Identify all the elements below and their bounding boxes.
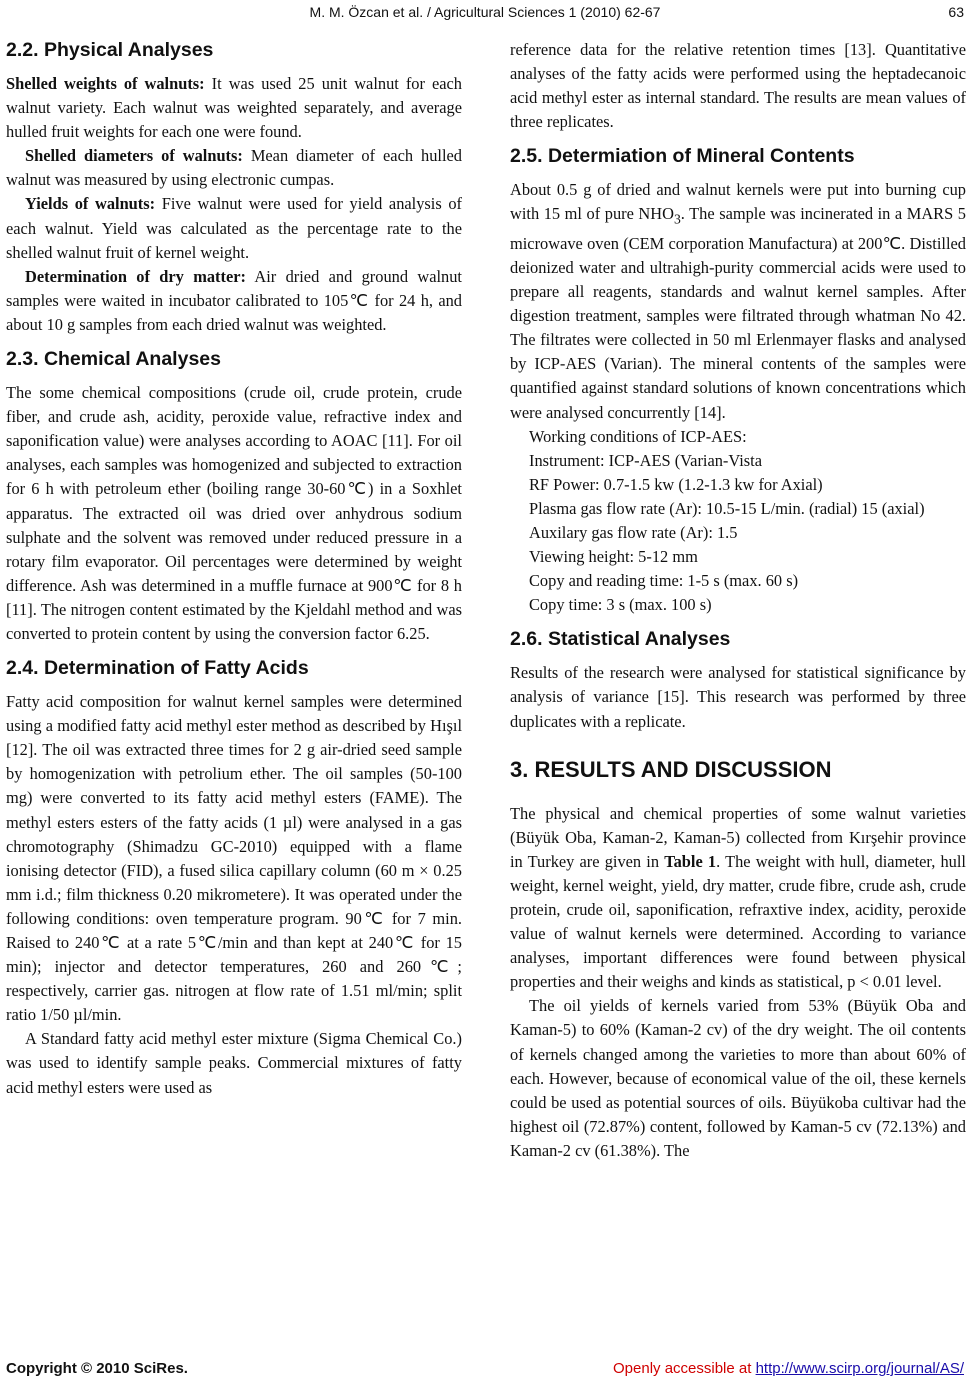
paragraph-dry-matter: Determination of dry matter: Air dried and ground walnut samples were waited in incubator calibrated to 105℃ for 24 h, and about 10 g samples from each dried walnut was weighted. <box>6 266 462 334</box>
section-heading-chemical-analyses: 2.3. Chemical Analyses <box>6 348 221 371</box>
icp-condition-line: Copy and reading time: 1-5 s (max. 60 s) <box>529 571 799 591</box>
paragraph-oil-yields: The oil yields of kernels varied from 53% (Büyük Oba and Kaman-5) to 60% (Kaman-2 cv) of the dry weight. The oil contents of kernels changed among the varieties to more than about 60% of each. However, because of economical value of the oil, these kernels could be used as potential sources of oils. Büyükoba cultivar had the highest oil (72.87%) content, followed by Kaman-5 cv (72.13%) and Kaman-2 cv (61.38%). The <box>510 996 966 1160</box>
icp-condition-line: Instrument: ICP-AES (Varian-Vista <box>529 450 762 470</box>
open-access-notice: Openly accessible at http://www.scirp.org/journal/AS/ <box>613 1360 964 1377</box>
section-heading-mineral-contents: 2.5. Determiation of Mineral Contents <box>510 145 855 168</box>
paragraph-mineral: About 0.5 g of dried and walnut kernels were put into burning cup with 15 ml of pure $NHO_3$. The sample was incinerated in a MARS 5 microwave oven (CEM corporation Manufactura) at 200℃. Distilled deionized water and ultrahigh-purity commercial acids were used to prepare all reagents, standards and walnut kernel samples. After digestion treatment, samples were filtrated through whatman No 42. The filtrates were collected in 50 ml Erlenmayer flasks and analysed by ICP-AES (Varian). The mineral contents of the samples were quantified against standard solutions of known concentrations which were analysed concurrently [14]. <box>510 180 966 422</box>
icp-condition-line: Plasma gas flow rate (Ar): 10.5-15 L/min. (radial) 15 (axial) <box>529 498 925 518</box>
paragraph-chemical: The some chemical compositions (crude oil, crude protein, crude fiber, and crude ash, acidity, peroxide value, refractive index and saponification value) were analyses according to AOAC [11]. For oil analyses, each samples was homogenized and subjected to extraction for 6 h with petroleum ether (boiling range 30-60℃) in a Soxhlet apparatus. The extracted oil was dried over anhydrous sodium sulphate and the solvent was removed under reduced pressure in a rotary film evaporator. Oil percentages were determined by weight difference. Ash was determined in a muffle furnace at 900℃ for 8 h [11]. The nitrogen content estimated by the Kjeldahl method and was converted to protein content by using the conversion factor 6.25. <box>6 383 462 643</box>
paragraph-fatty-acids: Fatty acid composition for walnut kernel samples were determined using a modified fatty acid methyl ester method as described by Hışıl [12]. The oil was extracted three times for 2 g air-dried seed sample by homogenization with petrolium ether. The oil samples (50-100 mg) were converted to its fatty acid methyl esters (FAME). The methyl esters esters of the fatty acids (1 µl) were analysed in a gas chromotography (Shimadzu GC-2010) equipped with a flame ionising detector (FID), a fused silica capillary column (60 m × 0.25 mm i.d.; film thickness 0.20 mikrometere). It was operated under the following conditions: oven temperature program. 90℃ for 7 min. Raised to 240℃ at a rate 5℃/min and than kept at 240℃ for 15 min); injector and detector temperatures, 260 and 260℃; respectively, carrier gas. nitrogen at flow rate of 1.51 ml/min; split ratio 1/50 µl/min. <box>6 692 462 1025</box>
run-in-heading: Yields of walnuts: <box>25 194 156 214</box>
icp-condition-line: RF Power: 0.7-1.5 kw (1.2-1.3 kw for Axial) <box>529 474 823 494</box>
icp-condition-line: Working conditions of ICP-AES: <box>529 426 747 446</box>
run-in-heading: Shelled diameters of walnuts: <box>25 146 243 166</box>
running-title: M. M. Özcan et al. / Agricultural Sciences 1 (2010) 62-67 <box>309 4 661 20</box>
right-column <box>510 38 966 1163</box>
paragraph-retention-times: reference data for the relative retention times [13]. Quantitative analyses of the fatty acids were performed using the heptadecanoic acid methyl ester as internal standard. The results are mean values of three replicates. <box>510 40 966 132</box>
paragraph-results: The physical and chemical properties of some walnut varieties (Büyük Oba, Kaman-2, Kaman-5) collected from Kırşehir province in Turkey are given in Table 1. The weight with hull, diameter, hull weight, kernel weight, yield, dry matter, crude fibre, crude ash, crude protein, crude oil, saponification, refraxtive index, acidity, peroxide value of walnut kernels were determined. According to variance analyses, important differences were found between physical properties and their weighs and kinds as statistical, p < 0.01 level. <box>510 803 966 992</box>
paragraph-statistics: Results of the research were analysed for statistical significance by analysis of variance [15]. This research was performed by three duplicates with a replicate. <box>510 663 966 731</box>
journal-link[interactable]: http://www.scirp.org/journal/AS/ <box>755 1360 964 1377</box>
section-heading-fatty-acids: 2.4. Determination of Fatty Acids <box>6 657 309 680</box>
icp-condition-line: Copy time: 3 s (max. 100 s) <box>529 595 712 615</box>
icp-condition-line: Viewing height: 5-12 mm <box>529 547 698 567</box>
icp-condition-line: Auxilary gas flow rate (Ar): 1.5 <box>529 522 738 542</box>
section-heading-physical-analyses: 2.2. Physical Analyses <box>6 39 214 61</box>
paragraph-fame-standard: A Standard fatty acid methyl ester mixture (Sigma Chemical Co.) was used to identify sample peaks. Commercial mixtures of fatty acid methyl esters were used as <box>6 1029 462 1097</box>
paragraph-shelled-weights: Shelled weights of walnuts: It was used 25 unit walnut for each walnut variety. Each walnut was weighted separately, and average hulled fruit weights for each one were found. <box>6 74 462 142</box>
copyright-notice: Copyright © 2010 SciRes. <box>6 1360 188 1377</box>
page-footer <box>0 1360 970 1384</box>
page-number: 63 <box>948 4 964 20</box>
run-in-heading: Shelled weights of walnuts: <box>6 74 205 93</box>
page-header <box>0 2 970 24</box>
section-heading-statistical-analyses: 2.6. Statistical Analyses <box>510 628 731 651</box>
paragraph-yields: Yields of walnuts: Five walnut were used for yield analysis of each walnut. Yield was calculated as the percentage rate to the shelled walnut fruit of kernel weight. <box>6 194 462 262</box>
table-reference: Table 1 <box>664 851 717 871</box>
paragraph-shelled-diameters: Shelled diameters of walnuts: Mean diameter of each hulled walnut was measured by using electronic cumpas. <box>6 146 462 190</box>
run-in-heading: Determination of dry matter: <box>25 266 246 286</box>
section-heading-results: 3. RESULTS AND DISCUSSION <box>510 756 832 782</box>
left-column <box>6 38 462 1100</box>
